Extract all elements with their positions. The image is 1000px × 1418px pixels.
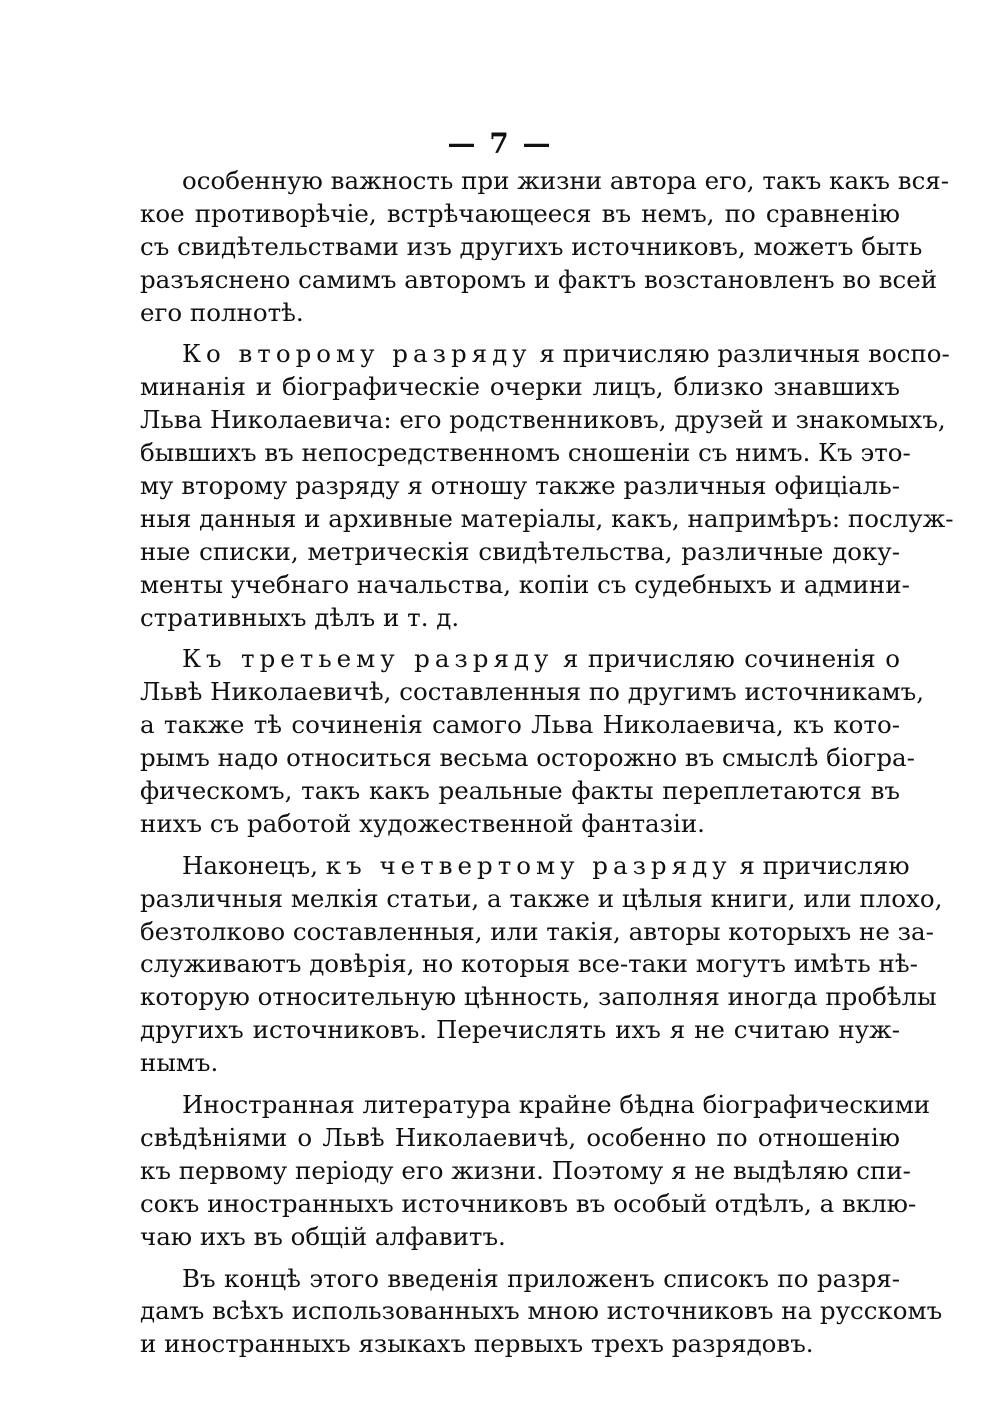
- text-line: [140, 1328, 900, 1361]
- line-text: нихъ съ работой художественной фантазіи.: [140, 808, 705, 838]
- paragraph: [140, 643, 925, 840]
- line-text: Льва Николаевича: его родственниковъ, друзей и знакомыхъ,: [140, 405, 946, 435]
- line-text: ныя данныя и архивные матеріалы, какъ, напримѣръ: послуж-: [140, 503, 954, 533]
- text-line: [140, 1122, 900, 1155]
- line-text: различныя мелкія статьи, а также и цѣлыя книги, или плохо,: [140, 883, 943, 913]
- line-text: ные списки, метрическія свидѣтельства, различные доку-: [140, 536, 900, 566]
- line-text: нымъ.: [140, 1048, 219, 1078]
- text-line: [140, 1188, 917, 1221]
- text-line: [140, 165, 950, 198]
- text-line: [140, 536, 900, 569]
- line-text: фическомъ, такъ какъ реальные факты переплетаются въ: [140, 776, 900, 806]
- line-text: Львѣ Николаевичѣ, составленныя по другимъ источникамъ,: [140, 677, 925, 707]
- body-text: [140, 165, 954, 1370]
- text-line: [140, 198, 900, 231]
- spaced-emphasis: къ четвертому разряду: [325, 850, 732, 880]
- paragraph: [140, 850, 943, 1080]
- line-text: Въ концѣ этого введенія приложенъ списокъ по разря-: [182, 1263, 900, 1293]
- text-line: [140, 602, 900, 635]
- line-text: минанія и біографическіе очерки лицъ, близко знавшихъ: [140, 372, 900, 402]
- text-line: [140, 1295, 943, 1328]
- text-line: [140, 371, 900, 404]
- line-text: и иностранныхъ языкахъ первыхъ трехъ разрядовъ.: [140, 1329, 814, 1359]
- text-line: [140, 470, 900, 503]
- text-line: [140, 437, 911, 470]
- line-text: а также тѣ сочиненія самого Льва Николаевича, къ кото-: [140, 710, 900, 740]
- text-line: [140, 264, 938, 297]
- text-line: [140, 808, 900, 841]
- spaced-emphasis: Ко второму разряду: [182, 339, 532, 369]
- text-line: [140, 883, 943, 916]
- line-text: сокъ иностранныхъ источниковъ въ особый отдѣлъ, а вклю-: [140, 1188, 917, 1218]
- line-text: я причисляю различныя воспо-: [531, 339, 950, 369]
- line-text: безтолково составленныя, или такія, авторы которыхъ не за-: [140, 916, 934, 946]
- text-line: [140, 643, 900, 676]
- text-line: [140, 850, 910, 883]
- text-line: [140, 676, 925, 709]
- text-line: [140, 1014, 900, 1047]
- line-text: съ свидѣтельствами изъ другихъ источниковъ, можетъ быть: [140, 231, 923, 261]
- text-line: [140, 916, 934, 949]
- line-text: я причисляю: [731, 850, 910, 880]
- text-line: [140, 569, 910, 602]
- text-line: [140, 1263, 900, 1296]
- paragraph: [140, 165, 950, 329]
- line-text: свѣдѣніями о Львѣ Николаевичѣ, особенно по отношенію: [140, 1122, 900, 1152]
- text-line: [140, 338, 950, 371]
- text-line: [140, 1047, 900, 1080]
- line-text: му второму разряду я отношу также различныя офиціаль-: [140, 471, 900, 501]
- line-text: бывшихъ въ непосредственномъ сношеніи съ нимъ. Къ это-: [140, 438, 911, 468]
- line-text: которую относительную цѣнность, заполняя иногда пробѣлы: [140, 982, 937, 1012]
- line-text: я причисляю сочиненія о: [553, 644, 900, 674]
- text-line: [140, 709, 900, 742]
- text-line: [140, 503, 954, 536]
- line-prefix: Наконецъ,: [182, 850, 326, 880]
- paragraph: [140, 1089, 931, 1253]
- spaced-emphasis: Къ третьему разряду: [182, 644, 554, 674]
- line-text: къ первому періоду его жизни. Поэтому я не выдѣляю спи-: [140, 1155, 911, 1185]
- paragraph: [140, 1263, 943, 1362]
- line-text: кое противорѣчіе, встрѣчающееся въ немъ, по сравненію: [140, 198, 900, 228]
- line-text: служиваютъ довѣрія, но которыя все-таки могутъ имѣть нѣ-: [140, 949, 918, 979]
- paragraph: [140, 338, 954, 634]
- line-text: чаю ихъ въ общій алфавитъ.: [140, 1221, 506, 1251]
- text-line: [140, 297, 900, 330]
- line-text: его полнотѣ.: [140, 297, 304, 327]
- line-text: дамъ всѣхъ использованныхъ мною источниковъ на русскомъ: [140, 1296, 943, 1326]
- line-text: стративныхъ дѣлъ и т. д.: [140, 602, 460, 632]
- line-text: особенную важность при жизни автора его, такъ какъ вся-: [182, 166, 950, 195]
- line-text: разъяснено самимъ авторомъ и фактъ возстановленъ во всей: [140, 264, 938, 294]
- text-line: [140, 1155, 911, 1188]
- line-text: Иностранная литература крайне бѣдна біографическими: [182, 1090, 931, 1120]
- text-line: [140, 981, 937, 1014]
- text-line: [140, 1089, 931, 1122]
- line-text: менты учебнаго начальства, копіи съ судебныхъ и админи-: [140, 569, 910, 599]
- page-number: — 7 —: [447, 127, 553, 160]
- text-line: [140, 404, 946, 437]
- text-line: [140, 742, 915, 775]
- text-line: [140, 1221, 900, 1254]
- line-text: рымъ надо относиться весьма осторожно въ смыслѣ біогра-: [140, 743, 915, 773]
- line-text: другихъ источниковъ. Перечислять ихъ я не считаю нуж-: [140, 1015, 900, 1045]
- text-line: [140, 231, 923, 264]
- text-line: [140, 775, 900, 808]
- text-line: [140, 948, 918, 981]
